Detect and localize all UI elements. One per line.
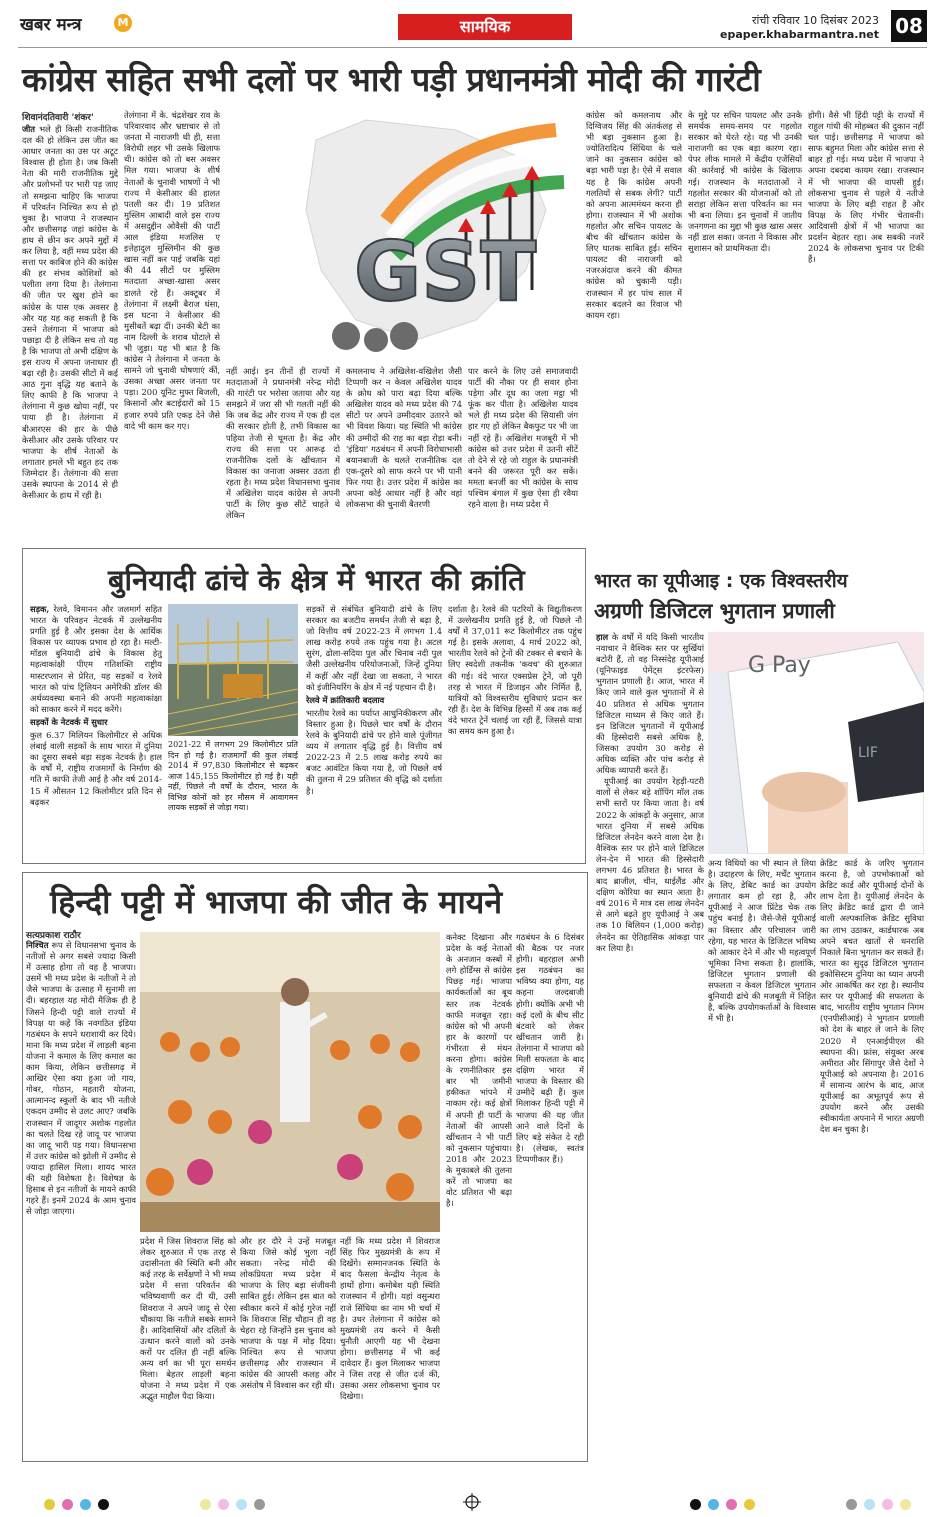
story1-column-1: जीत भले ही किसी राजनीतिक दल की हो लेकिन उस जीत का आधार जनता का उस पर अटूट विश्वास ही होता है। जब किसी नेता की मारी राजनीतिक मुद्दे और प्रलोभनों पर भारी पड़ जाए तो समझना चाहिए कि भाजपा में परिवर्तन निश्चित रूप से हो चुका है। भाजपा ने राजस्थान और छत्तीसगढ़ जहां कांग्रेस के हाथ से छीन कर अपने मुद्दों में कर लिया है, वहीं मध्य प्रदेश की सत्ता पर काबिज होने की कांग्रेस की हर संभव कोशिशों को पलीता लगा दिया है। तेलंगाना की जीत पर खुश होने का कांग्रेस के पास एक अवसर है और यह यह कह सकती है कि उसने तेलंगाना में भाजपा को पछाड़ा दी है लेकिन सच तो यह है कि भाजपा तो अभी दक्षिण के इस राज्य में अपना जनाधार ही बढ़ा रही है। उसकी सीटों में कई आठ गुना वृद्धि यह बताने के लिए काफी है कि भाजपा ने तेलंगाना में कुछ खोया नहीं, पर पाया ही है। तेलंगाना में बीआरएस की हार के पीछे केसीआर और उसके परिवार पर भाजपा के शीर्ष नेताओं के लगातार हमले भी बहुत हद तक जिम्मेदार हैं। तेलंगाना की सत्ता उसके स्थापना के 2014 से ही केसीआर के हाथ में रही है। bbox=[22, 124, 118, 501]
story1-headline[interactable]: कांग्रेस सहित सभी दलों पर भारी पड़ी प्रधानमंत्री मोदी की गारंटी bbox=[22, 60, 761, 99]
story1-byline: शिवानंदतिवारी 'शंकर' bbox=[22, 113, 94, 123]
railway-photo-caption: 2021-22 में लगभग 29 किलोमीटर प्रति दिन हो गई है। राजमार्गों की कुल लंबाई 2014 में 97,830 किलोमीटर से बढ़कर आज 145,155 किलोमीटर हो गई है। यही नहीं, पिछले नौ वर्षों के दौरान, भारत के विभिन्न कोनों को हर मौसम में आवागमन लायक सड़कों से जोड़ा गया। bbox=[168, 740, 298, 812]
story4-column-6: गठबंधन के 6 दिसंबर की बैठक पर नजर होगी। बहरहाल अभी इस गठबंधन का भविष्य क्या होगा, यह कहना जल्दबाजी होगी। क्योंकि अभी भी कई दलों के बीच सीट बंटवारे को लेकर खींचतान जारी है। तेलंगाना में भाजपा को मिली सफलता के बाद दक्षिण भारत में भाजपा के विस्तार की उम्मीदें बढ़ी हैं। कुल मिलाकर हिन्दी पट्टी में भाजपा की यह जीत आने वाले दिनों के लिए बड़े संकेत दे रही है। (लेखक, स्वतंत्र टिप्पणीकार हैं।) bbox=[516, 932, 584, 1164]
register-dot-icon bbox=[726, 1499, 737, 1510]
story1-column-6: कांग्रेस को कमलनाथ और दिग्विजय सिंह की अंतर्कलह से भी बड़ा नुकसान हुआ है। ज्योतिरादित्य सिंधिया के चले जाने का नुकसान कांग्रेस को बड़ा भारी पड़ा है। ऐसे में सवाल यह है कि कांग्रेस अपनी गलतियों से सबक लेगी? पार्टी को अपना आत्ममंथन करना ही होगा। राजस्थान में भी अशोक गहलोत और सचिन पायलट के बीच की खींचतान कांग्रेस के लिए घातक साबित हुई। सचिन पायलट की नाराजगी को नजरअंदाज करने की कीमत कांग्रेस को चुकानी पड़ी। राजस्थान में हर पांच साल में सरकार बदलने का रिवाज भी कायम रहा। bbox=[586, 110, 682, 320]
registration-mark-icon bbox=[463, 1493, 481, 1511]
issue-date: रांची रविवार 10 दिसंबर 2023 bbox=[752, 14, 879, 27]
story4-headline[interactable]: हिन्दी पट्टी में भाजपा की जीत के मायने bbox=[50, 883, 503, 921]
gpay-text: G Pay bbox=[748, 653, 811, 678]
register-dot-icon bbox=[218, 1499, 229, 1510]
story3-column-1: हाल के वर्षों में यदि किसी भारतीय नवाचार ने वैश्विक स्तर पर सुर्खियां बटोरी हैं, तो वह निस्संदेह यूपीआई (यूनिफाइड पेमेंट्स इंटरफेस) भुगतान प्रणाली है। आज, भारत में किए जाने वाले कुल भुगतानों में से 40 प्रतिशत से अधिक भुगतान डिजिटल माध्यम से किए जाते हैं। इन डिजिटल भुगतानों में यूपीआई की हिस्सेदारी सबसे अधिक है, जिसका उपयोग 30 करोड़ से अधिक व्यक्ति और पांच करोड़ से अधिक व्यापारी करते हैं। यूपीआई का उपयोग रेहड़ी-पटरी वालों से लेकर बड़े शॉपिंग मॉल तक सभी स्तरों पर किया जाता है। वर्ष 2022 के आंकड़ों के अनुसार, आज भारत दुनिया में सबसे अधिक डिजिटल लेनदेन करने वाला देश है। वैश्विक स्तर पर होने वाले डिजिटल लेन-देन में भारत की हिस्सेदारी लगभग 46 प्रतिशत है। भारत के बाद ब्राजील, चीन, थाईलैंड और दक्षिण कोरिया का स्थान आता है। वर्ष 2016 में मात्र दस लाख लेनदेन से आगे बढ़ते हुए यूपीआई ने अब तक 10 बिलियन (1,000 करोड़) लेनदेन का ऐतिहासिक आंकड़ा पार कर लिया है। bbox=[596, 632, 704, 953]
website-link[interactable]: epaper.khabarmantra.net bbox=[720, 28, 879, 41]
story2-column-3: दर्शाता है। रेलवे की पटरियों के विद्युतीकरण में उल्लेखनीय प्रगति हुई है, जो पिछले नौ वर्षों में 37,011 रूट किलोमीटर तक पहुंच गई है। इसके अलावा, 4 मार्च 2022 को, भारतीय रेलवे को ट्रेनों की टक्कर से बचाने के लिए स्वदेशी तकनीक 'कवच' की शुरुआत की गई। वंदे भारत एक्सप्रेस ट्रेनें, जो पूरी तरह से भारत में डिजाइन और निर्मित हैं, यात्रियों को विश्वस्तरीय सुविधाएं प्रदान कर रही हैं। देश के विभिन्न हिस्सों में अब तक कई वंदे भारत ट्रेनें चलाई जा रही हैं, जिससे यात्रा का समय कम हुआ है। bbox=[448, 604, 582, 737]
story4-lead-word: निश्चित bbox=[26, 940, 49, 950]
story1-column-3: नहीं आई। इन तीनों ही राज्यों में मतदाताओं ने प्रधानमंत्री नरेन्द्र मोदी की गारंटी पर भरोसा जताया और यह समझने में जरा सी भी गलती नहीं की कि जब केंद्र और राज्य में एक ही दल की सरकार होती है, तभी विकास का पहिया तेजी से घूमता है। केंद्र और राज्य की सत्ता पर आरूढ़ दो राजनीतिक दलों के खींचतान में विकास का जनाजा अक्सर उठता ही रहता है। मध्य प्रदेश विधानसभा चुनाव में अखिलेश यादव कांग्रेस से अपनी पार्टी के लिए कुछ सीटें चाहते थे लेकिन bbox=[226, 366, 340, 521]
brand-badge-icon: M bbox=[114, 14, 132, 32]
story2-column-2: सड़कों से संबंधित बुनियादी ढांचे के लिए सरकार का बजटीय समर्थन तेजी से बढ़ा है, जो वित्तीय वर्ष 2022-23 में लगभग 1.4 लाख करोड़ रुपये तक पहुंच गया है। अटल सुरंग, ढोला-सदिया पुल और चिनाब नदी पुल जैसी उल्लेखनीय परियोजनाओं, जिन्हें दुनिया में कहीं और नहीं देखा जा सकता, ने भारत को इंजीनियरिंग के क्षेत्र में नई पहचान दी है। रेलवे में क्रांतिकारी बदलाव भारतीय रेलवे का पर्याप्त आधुनिकीकरण और विस्तार हुआ है। पिछले चार वर्षों के दौरान रेलवे के बुनियादी ढांचे पर होने वाले पूंजीगत व्यय में लगातार वृद्धि हुई है। वित्तीय वर्ष 2022-23 में 2.5 लाख करोड़ रुपये का बजट आवंटित किया गया है, जो पिछले वर्ष की तुलना में 29 प्रतिशत की वृद्धि को दर्शाता है। bbox=[306, 604, 442, 796]
story1-column-4: कमलनाथ ने अखिलेश-वखिलेश जैसी टिप्पणी कर न केवल अखिलेश यादव के क्रोध को पारा बढ़ा दिया बल्कि अखिलेश यादव को मध्य प्रदेश की 74 सीटों पर अपने उम्मीदवार उतारने को भी विवश किया। यह स्थिति भी कांग्रेस की उम्मीदों की राह का बड़ा रोड़ा बनी। 'इंडिया' गठबंधन में अपनी विरोधाभासी बयानबाजी के चलते राजनीतिक दल एक-दूसरे को साफ करने पर भी पानी फिर गया है। उत्तर प्रदेश में कांग्रेस का अपना कोई आधार नहीं है और वहां लोकसभा की चुनावी बैतरणी bbox=[346, 366, 462, 510]
gpay-photo bbox=[708, 632, 924, 854]
story3-headline-line2: अग्रणी डिजिटल भुगतान प्रणाली bbox=[594, 599, 835, 623]
phone-payment-image bbox=[708, 632, 924, 854]
gst-illustration bbox=[226, 100, 580, 362]
story2-column-1: सड़क, रेलवे, विमानन और जलमार्ग सहित भारत के परिवहन नेटवर्क में उल्लेखनीय प्रगति हुई है और इसका देश के आर्थिक विकास पर व्यापक प्रभाव हो रहा है। मल्टी-मॉडल बुनियादी ढांचे के विकास हेतु महत्वाकांक्षी पीएम गतिशक्ति राष्ट्रीय मास्टरप्लान से प्रेरित, यह सड़कों व रेलवे भारत को पांच ट्रिलियन अमेरिकी डॉलर की अर्थव्यवस्था बनाने की अपनी महत्वाकांक्षा को साकार करने में मदद करेंगे। सड़कों के नेटवर्क में सुधार कुल 6.37 मिलियन किलोमीटर से अधिक लंबाई वाली सड़कों के साथ भारत में दुनिया का दूसरा सबसे बड़ा सड़क नेटवर्क है। हाल के वर्षों में, राष्ट्रीय राजमार्गों के निर्माण की गति में काफी तेजी आई है और वर्ष 2014-15 में औसतन 12 किलोमीटर प्रति दिन से बढ़कर bbox=[30, 604, 162, 807]
railway-photo bbox=[168, 604, 298, 736]
story4-column-2: प्रदेश में जिस शिवराज सिंह को लेकर शुरुआत में एक तरह से उदासीनता की स्थिति बनी और कई तरह के सर्वेक्षणों ने भी मध्य प्रदेश में सत्ता परिवर्तन की भविष्यवाणी कर दी थी, उसी शिवराज ने अपने जादू से ऐसा चौंकाया कि नतीजे सबके सामने हैं। आदिवासियों और दलितों के उत्थान करने वालों को उनके करों पर दलित ही नहीं बल्कि अन्य वर्ग का भी पूरा समर्थन मिला। बेहतर लाड़ली बहना योजना ने मध्य प्रदेश में एक अद्भुत माहौल पैदा किया। bbox=[140, 1236, 236, 1402]
register-dot-icon bbox=[708, 1499, 719, 1510]
story2-lead-word: सड़क, bbox=[30, 604, 50, 614]
register-dot-icon bbox=[882, 1499, 893, 1510]
story2-subhead-roads: सड़कों के नेटवर्क में सुधार bbox=[30, 716, 108, 727]
register-dot-icon bbox=[900, 1499, 911, 1510]
masthead bbox=[18, 8, 927, 48]
story4-column-1: निश्चित रूप से विधानसभा चुनाव के नतीजों से अगर सबसे ज्यादा किसी में उत्साह होगा तो वह है भाजपा। उसमें भी मध्य प्रदेश के नतीजों ने तो जैसे भाजपा के उत्साह में सुनामी ला दी। बहरहाल यह मोदी मैजिक ही है जिसने हिन्दी पट्टी वाले राज्यों में विपक्ष या कहें कि नवगठित इंडिया गठबंधन के सपने धराशायी कर दिये। माना कि मध्य प्रदेश में लाड़ली बहना योजना ने कमाल के लिए कमाल का काम किया, लेकिन छत्तीसगढ़ में आखिर ऐसा क्या हुआ जो गाय, गोबर, गोठान, महतारी योजना, आत्मानन्द स्कूलों के बाद भी नतीजे एकदम उम्मीद से उलट आए? जबकि राजस्थान में जादूगर अशोक गहलोत का चलते दिख रहे जादू पर भाजपा का जादू भारी पड़ गया। विधानसभा में उत्तर कांग्रेस को झोली में उम्मीद से ज्यादा हासिल मिला। शायद भारत की यही विशेषता है। विशेषज्ञ के हिसाब से इन नतीजों के मायने काफी गहरे हैं। इनमें 2024 के आम चुनाव से जोड़ा जाएगा। bbox=[26, 940, 136, 1217]
rail-yard-image bbox=[168, 604, 298, 736]
gst-text: GST bbox=[354, 225, 537, 320]
election-rally-image bbox=[140, 932, 440, 1232]
story1-column-5: पार करने के लिए उसे समाजवादी पार्टी की नौका पर ही सवार होना पड़ेगा और दूध का जला मट्ठा भी फूंक कर पीता है। अखिलेश यादव भले ही मध्य प्रदेश की सियासी जंग हार गए हों लेकिन बैकफुट पर भी जा नहीं रहे हैं। अखिलेश मजबूरी में भी कांग्रेस को उत्तर प्रदेश में उतनी सीटें तो देने से रहे जो राहुल के प्रधानमंत्री बनने की जरूरत पूरी कर सकें। ममता बनर्जी का भी कांग्रेस के साथ पश्चिम बंगाल में कुछ ऐसा ही रवैया रहने वाला है। मध्य प्रदेश में bbox=[468, 366, 578, 510]
story1-column-7: के मुद्दे पर सचिन पायलट और उनके समर्थक समय-समय पर गहलोत सरकार को घेरते रहे। यह भी उनकी नाराजगी का एक बड़ा कारण रहा। पेपर लीक मामले में केंद्रीय एजेंसियों की कार्रवाई भी कांग्रेस के खिलाफ गई। राजस्थान के मतदाताओं ने गहलोत सरकार की योजनाओं को तो सराहा लेकिन सत्ता परिवर्तन का मन भी बना लिया। इन चुनावों में जातीय जनगणना का मुद्दा भी कुछ खास असर नहीं डाल सका। जनता ने विकास और सुशासन को प्राथमिकता दी। bbox=[688, 110, 802, 254]
story1-column-2: तेलंगाना में के. चंद्रशेखर राव के परिवारवाद और भ्रष्टाचार से तो जनता में नाराजगी थी ही, सत्ता विरोधी लहर भी उसके खिलाफ थी। कांग्रेस को तो बस अवसर मिल गया। भाजपा के शीर्ष नेताओं के चुनावी भाषणों ने भी राज्य में केसीआर की हालत पतली कर दी। 19 प्रतिशत मुस्लिम आबादी वाले इस राज्य में असदुद्दीन ओवैसी की पार्टी आल इंडिया मजलिस ए इत्तेहादुल मुस्लिमीन की कुछ खास नहीं कर पाई जबकि यहां की 44 सीटों पर मुस्लिम मतदाता अच्छा-खासा असर डालते रहे हैं। अक्टूबर में तेलंगाना में लक्ष्मी बैराज धंसा, इस घटना ने केसीआर की मुसीबतें बढ़ा दीं। उनकी बेटी का नाम दिल्ली के शराब घोटाले से भी जुड़ा। यह भी बात है कि कांग्रेस ने तेलंगाना में जनता के सामने जो चुनावी घोषणाएं कीं, उसका अच्छा असर जनता पर पड़ा। 200 यूनिट मुफ्त बिजली, किसानों और बटाईदारों को 15 हजार रुपये प्रति एकड़ देने जैसे वादे भी काम कर गए। bbox=[124, 110, 220, 431]
register-dot-icon bbox=[254, 1499, 265, 1510]
brand-logo: खबर मन्त्र bbox=[20, 15, 82, 35]
story2-subhead-railway: रेलवे में क्रांतिकारी बदलाव bbox=[306, 694, 385, 705]
register-dot-icon bbox=[80, 1499, 91, 1510]
register-dot-icon bbox=[690, 1499, 701, 1510]
story4-byline: सत्यप्रकाश राठौर bbox=[26, 931, 81, 941]
rally-photo bbox=[140, 932, 440, 1232]
story3-headline-line1: भारत का यूपीआइ : एक विश्वस्तरीय bbox=[594, 570, 848, 592]
register-dot-icon bbox=[864, 1499, 875, 1510]
story2-headline[interactable]: बुनियादी ढांचे के क्षेत्र में भारत की क्रांति bbox=[108, 563, 525, 597]
register-dot-icon bbox=[236, 1499, 247, 1510]
register-dot-icon bbox=[62, 1499, 73, 1510]
story3-lead-word: हाल bbox=[596, 632, 609, 642]
story3-headline[interactable] bbox=[594, 566, 848, 626]
dateline bbox=[720, 14, 879, 42]
register-dot-icon bbox=[44, 1499, 55, 1510]
gst-graphic bbox=[226, 100, 580, 362]
register-dot-icon bbox=[98, 1499, 109, 1510]
page-number: 08 bbox=[891, 10, 927, 42]
story1-lead-word: जीत bbox=[22, 124, 36, 134]
register-dot-icon bbox=[744, 1499, 755, 1510]
register-dot-icon bbox=[846, 1499, 857, 1510]
register-dot-icon bbox=[200, 1499, 211, 1510]
story4-column-3: और हर दौरे ने उन्हें मजबूत किया जिसे कोई भुला नहीं सकता। नरेन्द्र मोदी की लोकप्रियता मध्य प्रदेश में भाजपा के लिए बड़ा संजीवनी साबित हुई। लेकिन इस बात को स्वीकार करने में कोई गुरेज नहीं कि शिवराज सिंह चौहान ही वह चेहरा रहे जिन्होंने इस चुनाव को भाजपा के पक्ष में मोड़ दिया। निश्चित रूप से भाजपा छत्तीसगढ़ और राजस्थान में कांग्रेस की आपसी कलह और असंतोष में विश्वास कर रही थी। bbox=[240, 1236, 336, 1391]
story4-column-5: कनेक्ट दिखाना और प्रदेश के कई नेताओं के अनजान कस्बों में लगे होर्डिंग्स से कांग्रेस पिछड़ गई। भाजपा कार्यकर्ताओं का बूथ स्तर तक नेटवर्क काफी मजबूत रहा। कांग्रेस को भी अपनी हार के कारणों पर गंभीरता से मंथन करना होगा। कांग्रेस के रणनीतिकार इस बार भी जमीनी हकीकत भांपने में नाकाम रहे। कई क्षेत्रों में अपनी ही पार्टी के नेताओं की आपसी खींचतान ने भी पार्टी को नुकसान पहुंचाया। 2018 और 2023 के मुकाबले की तुलना करें तो भाजपा का वोट प्रतिशत भी बढ़ा है। bbox=[446, 932, 512, 1209]
section-label: सामयिक bbox=[398, 14, 572, 40]
story3-column-2: अन्य विधियों का भी स्थान ले लिया है। उदाहरण के लिए, मर्चेंट भुगतान के लिए, डेबिट कार्ड का उपयोग लगातार कम हो रहा है, और यूपीआई ने आज प्रिंटेड चेक तक पहुंच बनाई है। जैसे-जैसे यूपीआई का विस्तार और परिचालन जारी रहेगा, यह भारत के डिजिटल भविष्य को आकार देने में और भी महत्वपूर्ण भूमिका निभा सकता है। हालांकि, डिजिटल भुगतान प्रणाली की सफलता न केवल डिजिटल भुगतान बुनियादी ढांचे की मजबूती में निहित है, बल्कि उपयोगकर्ताओं के विश्वास में भी है। bbox=[708, 858, 816, 1024]
story3-column-3: क्रेडिट कार्ड के जरिए भुगतान करना है, जो उपभोक्ताओं को क्रेडिट कार्ड और यूपीआई दोनों के लाभ देता है। यूपीआई लेनदेन के लिए क्रेडिट कार्ड द्वारा दी जाने वाली अल्पकालिक क्रेडिट सुविधा का लाभ उठाकर, कार्डधारक अब अपने बचत खातों से धनराशि निकाले बिना भुगतान कर सकते हैं। भारत का सुदृढ़ डिजिटल भुगतान इकोसिस्टम दुनिया का ध्यान अपनी ओर आकर्षित कर रहा है। स्थानीय स्तर पर यूपीआई की सफलता के बाद, भारतीय राष्ट्रीय भुगतान निगम (एनपीसीआई) ने भुगतान प्रणाली को देश के बाहर ले जाने के लिए 2020 में एनआईपीएल की स्थापना की। फ्रांस, संयुक्त अरब अमीरात और सिंगापुर जैसे देशों ने यूपीआई को अपनाया है। 2016 में सामान्य आरंभ के बाद, आज यूपीआई का अभूतपूर्व रूप से उपयोग करने और उसकी स्वीकार्यता अपनाने में भारत अग्रणी देश बन चुका है। bbox=[820, 858, 924, 1135]
story1-column-8: होगी। वैसे भी हिंदी पट्टी के राज्यों में राहुल गांधी की मोहब्बत की दुकान नहीं चल पाई। छत्तीसगढ़ में भाजपा को साफ बहुमत मिला और कांग्रेस सत्ता से बाहर हो गई। मध्य प्रदेश में भाजपा ने अपना दबदबा कायम रखा। राजस्थान में भी भाजपा की वापसी हुई। लोकसभा चुनाव से पहले ये नतीजे भाजपा के लिए बड़ी राहत हैं और विपक्ष के लिए गंभीर चेतावनी। आदिवासी क्षेत्रों में भी भाजपा का प्रदर्शन बेहतर रहा। अब सबकी नजरें 2024 के लोकसभा चुनाव पर टिकी हैं। bbox=[808, 110, 924, 265]
svg-text:LIF: LIF bbox=[858, 745, 878, 761]
story4-column-4: नहीं कि मध्य प्रदेश में शिवराज सिंह फिर मुख्यमंत्री के रूप में दिखेंगे। सम्मानजनक स्थिति के बाद फैसला केन्द्रीय नेतृत्व के हाथों होगा। कमोबेश यही स्थिति राजस्थान में होगी। यहां वसुन्धरा राजे सिंधिया का नाम भी चर्चा में है। उधर तेलंगाना में कांग्रेस को मुख्यमंत्री तय करने में कैसी चुनौती आएगी यह भी देखना होगा। छत्तीसगढ़ में भी कई दावेदार हैं। कुल मिलाकर भाजपा ने जिस तरह से जीत दर्ज की, उसका असर लोकसभा चुनाव पर दिखेगा। bbox=[340, 1236, 440, 1402]
